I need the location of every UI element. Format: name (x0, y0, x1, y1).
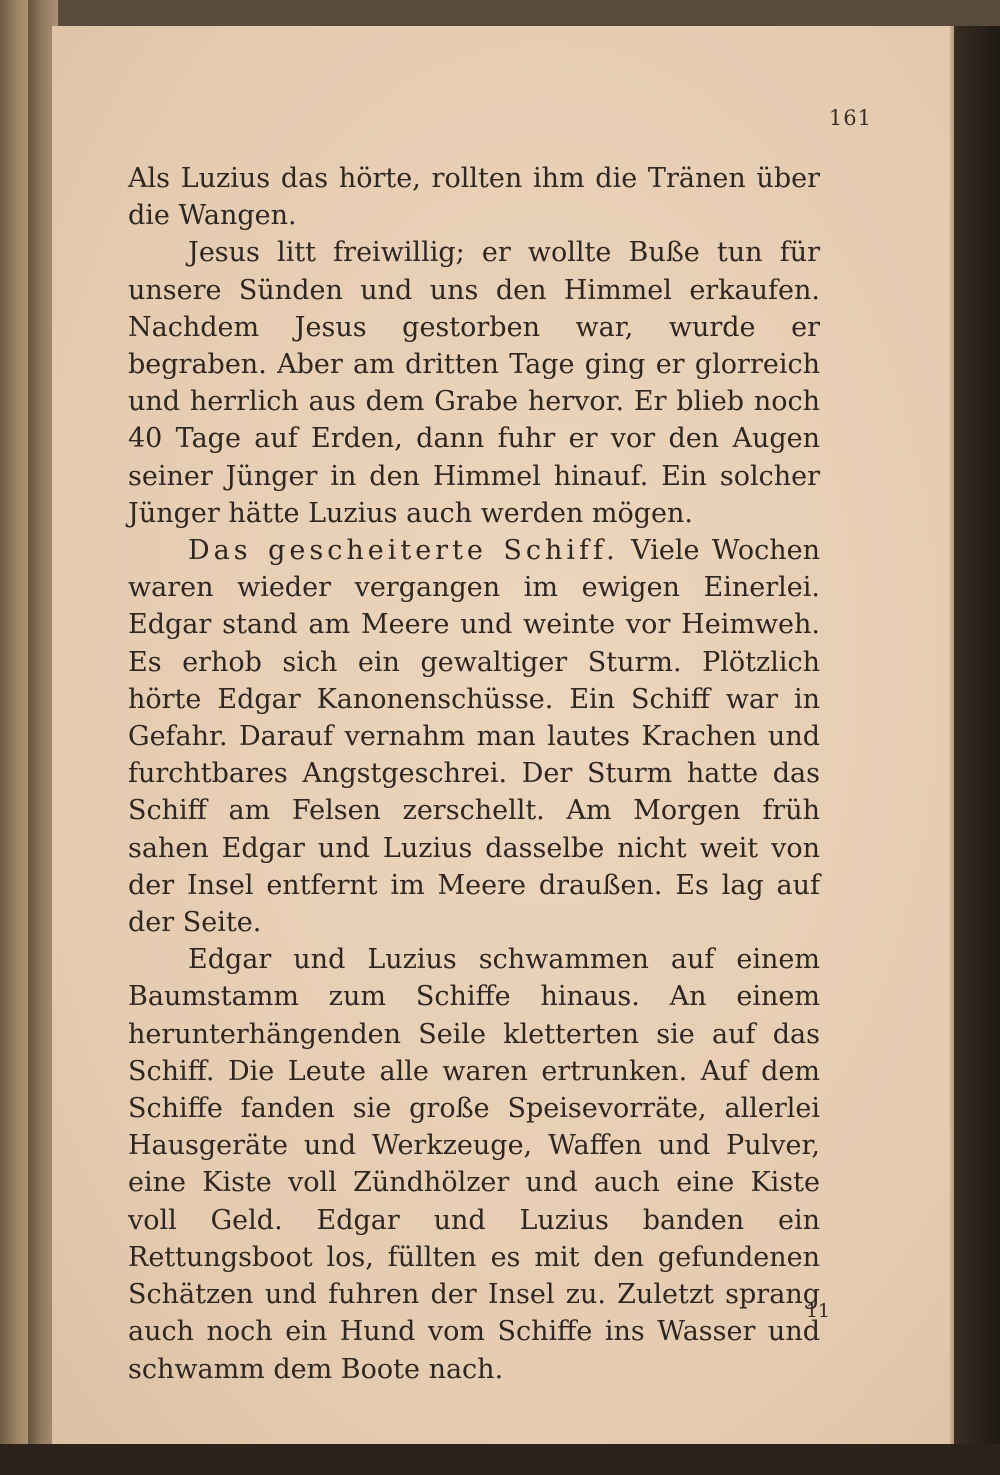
paragraph-text: Edgar und Luzius schwammen auf einem Baumstamm zum Schiffe hinaus. An einem herunterhängenden Seile kletterten sie auf das Schiff. Die Leute alle waren ertrunken. Auf dem Schiffe fanden sie große Speisevorräte, allerlei Hausgeräte und Werkzeuge, Waffen und Pulver, eine Kiste voll Zündhölzer und auch eine Kiste voll Geld. Edgar und Luzius banden ein Rettungsboot los, füllten es mit den gefundenen Schätzen und fuhren der Insel zu. Zuletzt sprang auch noch ein Hund vom Schiffe ins Wasser und schwamm dem Boote nach. (128, 944, 820, 1385)
paragraph-2 (128, 234, 820, 532)
bottom-background (0, 1444, 1000, 1475)
paragraph-text: Jesus litt freiwillig; er wollte Buße tun für unsere Sünden und uns den Himmel erkaufen. Nachdem Jesus gestorben war, wurde er begraben. Aber am dritten Tage ging er glorreich und herrlich aus dem Grabe hervor. Er blieb noch 40 Tage auf Erden, dann fuhr er vor den Augen seiner Jünger in den Himmel hinauf. Ein solcher Jünger hätte Luzius auch werden mögen. (128, 237, 820, 529)
page-number: 161 (828, 106, 872, 130)
paragraph-4 (128, 941, 820, 1387)
page-body (128, 160, 820, 1388)
paragraph-1 (128, 160, 820, 234)
paragraph-3 (128, 532, 820, 941)
paragraph-text: Als Luzius das hörte, rollten ihm die Tränen über die Wangen. (128, 163, 820, 232)
printer-signature: 11 (805, 1300, 830, 1322)
section-heading: Das gescheiterte Schiff. (188, 535, 619, 567)
right-background (950, 26, 1000, 1444)
paragraph-text: Viele Wochen waren wieder vergangen im ewigen Einerlei. Edgar stand am Meere und weinte vor Heimweh. Es erhob sich ein gewaltiger Sturm. Plötzlich hörte Edgar Kanonenschüsse. Ein Schiff war in Gefahr. Darauf vernahm man lautes Krachen und furchtbares Angstgeschrei. Der Sturm hatte das Schiff am Felsen zerschellt. Am Morgen früh sahen Edgar und Luzius dasselbe nicht weit von der Insel entfernt im Meere draußen. Es lag auf der Seite. (128, 535, 820, 939)
